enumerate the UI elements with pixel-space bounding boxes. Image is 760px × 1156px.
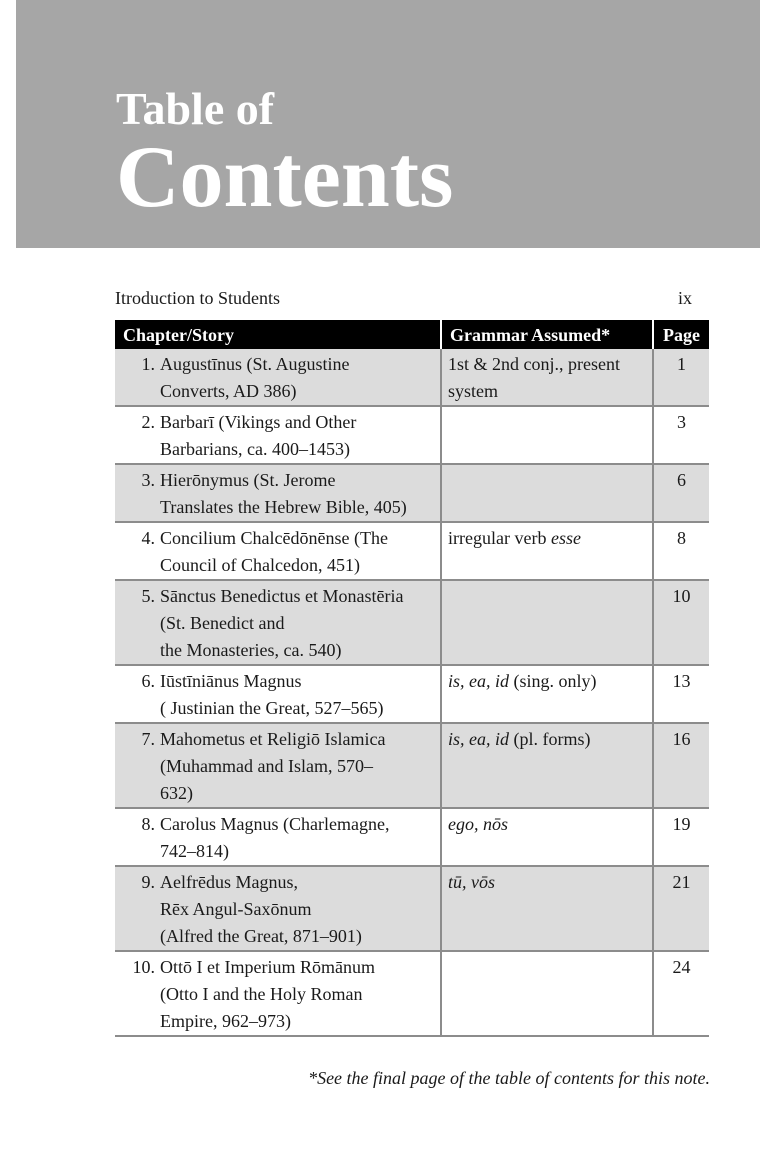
chapter-title-line: (St. Benedict and (160, 613, 285, 633)
chapter-title-line: Ottō I et Imperium Rōmānum (160, 957, 375, 977)
page-number: 21 (653, 866, 709, 951)
chapter-number: 2. (141, 412, 155, 432)
page-number: 3 (653, 406, 709, 464)
page-number: 24 (653, 951, 709, 1036)
chapter-title-line: Rēx Angul-Saxōnum (160, 899, 312, 919)
chapter-cell (115, 951, 441, 1036)
grammar-text: ego, nōs (448, 814, 508, 834)
grammar-text: esse (550, 528, 581, 548)
grammar-cell (441, 349, 653, 406)
table-row[interactable] (115, 951, 709, 1036)
grammar-text: is, ea, id (448, 729, 509, 749)
chapter-title-line: Converts, AD 386) (160, 381, 297, 401)
chapter-title (160, 583, 434, 664)
intro-entry[interactable] (115, 288, 709, 312)
table-row[interactable] (115, 406, 709, 464)
page-number: 19 (653, 808, 709, 866)
chapter-title-line: ( Justinian the Great, 527–565) (160, 698, 384, 718)
title-line-1: Table of (116, 83, 275, 134)
chapter-title-line: Sānctus Benedictus et Monastēria (160, 586, 404, 606)
chapter-title-line: (Otto I and the Holy Roman (160, 984, 363, 1004)
chapter-title-line: Barbarians, ca. 400–1453) (160, 439, 350, 459)
grammar-cell (441, 580, 653, 665)
chapter-cell (115, 723, 441, 808)
chapter-title (160, 668, 434, 722)
page-number: 6 (653, 464, 709, 522)
chapter-title (160, 409, 434, 463)
chapter-title-line: Iūstīniānus Magnus (160, 671, 302, 691)
chapter-number: 3. (141, 470, 155, 490)
chapter-title-line: Augustīnus (St. Augustine (160, 354, 350, 374)
chapter-title (160, 954, 434, 1035)
chapter-number: 10. (132, 957, 155, 977)
chapter-title-line: 742–814) (160, 841, 229, 861)
grammar-cell (441, 723, 653, 808)
page-number: 1 (653, 349, 709, 406)
chapter-title-line: Council of Chalcedon, 451) (160, 555, 360, 575)
table-body (115, 349, 709, 1036)
page-number: 16 (653, 723, 709, 808)
chapter-title-line: Barbarī (Vikings and Other (160, 412, 357, 432)
chapter-title (160, 811, 434, 865)
chapter-title-line: the Monasteries, ca. 540) (160, 640, 342, 660)
chapter-cell (115, 522, 441, 580)
footnote: *See the final page of the table of contents for this note. (308, 1068, 710, 1088)
chapter-title-line: (Alfred the Great, 871–901) (160, 926, 362, 946)
chapter-number: 1. (141, 354, 155, 374)
grammar-cell (441, 951, 653, 1036)
grammar-text: (pl. forms) (509, 729, 591, 749)
chapter-title-line: Translates the Hebrew Bible, 405) (160, 497, 407, 517)
chapter-cell (115, 349, 441, 406)
header-grammar: Grammar Assumed* (441, 320, 653, 349)
contents-table (115, 320, 709, 1037)
chapter-number: 6. (141, 671, 155, 691)
chapter-cell (115, 665, 441, 723)
chapter-cell (115, 866, 441, 951)
grammar-cell (441, 522, 653, 580)
page-number: 10 (653, 580, 709, 665)
chapter-title-line: Carolus Magnus (Charlemagne, (160, 814, 390, 834)
grammar-cell (441, 808, 653, 866)
grammar-cell (441, 866, 653, 951)
chapter-number: 5. (141, 586, 155, 606)
grammar-cell (441, 464, 653, 522)
grammar-cell (441, 406, 653, 464)
intro-label: Itroduction to Students (115, 288, 280, 308)
chapter-title-line: Empire, 962–973) (160, 1011, 291, 1031)
chapter-title (160, 869, 434, 950)
chapter-number: 7. (141, 729, 155, 749)
chapter-cell (115, 406, 441, 464)
chapter-title (160, 351, 434, 405)
chapter-number: 8. (141, 814, 155, 834)
header-band (16, 0, 760, 248)
chapter-title (160, 726, 434, 807)
grammar-text: 1st & 2nd conj., present system (448, 354, 620, 401)
chapter-title (160, 525, 434, 579)
header-page: Page (653, 320, 709, 349)
table-row[interactable] (115, 349, 709, 406)
table-row[interactable] (115, 522, 709, 580)
grammar-text: is, ea, id (448, 671, 509, 691)
chapter-title (160, 467, 434, 521)
page-number: 13 (653, 665, 709, 723)
chapter-title-line: 632) (160, 783, 193, 803)
table-row[interactable] (115, 866, 709, 951)
chapter-number: 4. (141, 528, 155, 548)
chapter-title-line: Concilium Chalcēdōnēnse (The (160, 528, 388, 548)
table-row[interactable] (115, 723, 709, 808)
intro-page-number: ix (677, 288, 692, 308)
header-chapter: Chapter/Story (115, 320, 441, 349)
title-line-2: Contents (116, 129, 454, 226)
chapter-title-line: Hierōnymus (St. Jerome (160, 470, 336, 490)
page-number: 8 (653, 522, 709, 580)
chapter-cell (115, 464, 441, 522)
chapter-number: 9. (141, 872, 155, 892)
chapter-title-line: (Muhammad and Islam, 570– (160, 756, 373, 776)
chapter-cell (115, 580, 441, 665)
grammar-text: (sing. only) (509, 671, 597, 691)
table-header-row (115, 320, 709, 349)
grammar-text: tū, vōs (448, 872, 495, 892)
table-row[interactable] (115, 808, 709, 866)
chapter-title-line: Aelfrēdus Magnus, (160, 872, 298, 892)
table-row[interactable] (115, 665, 709, 723)
grammar-text: irregular verb (448, 528, 551, 548)
chapter-title-line: Mahometus et Religiō Islamica (160, 729, 386, 749)
table-row[interactable] (115, 464, 709, 522)
table-row[interactable] (115, 580, 709, 665)
chapter-cell (115, 808, 441, 866)
grammar-cell (441, 665, 653, 723)
